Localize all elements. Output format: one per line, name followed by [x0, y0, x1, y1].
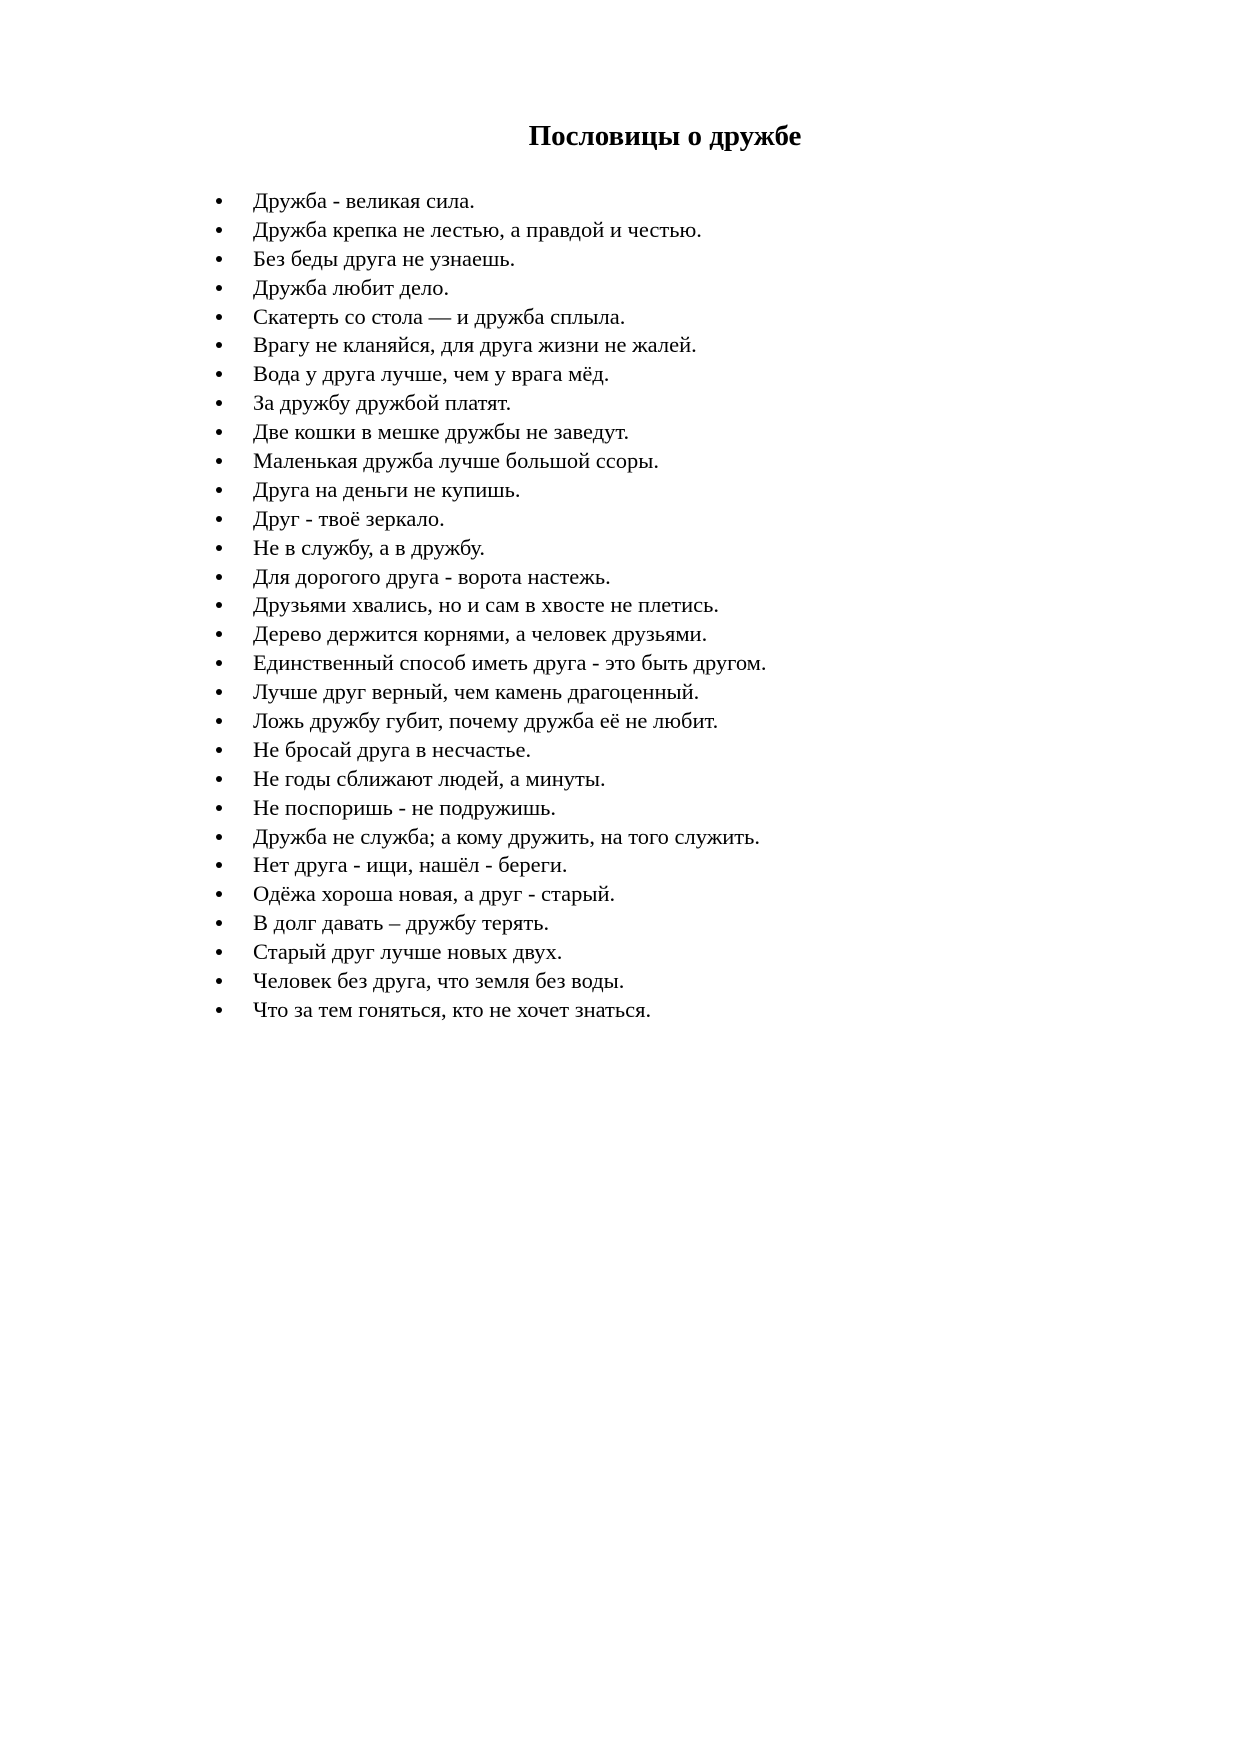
proverb-text: Не годы сближают людей, а минуты.: [253, 765, 606, 791]
bullet-icon: [216, 718, 222, 724]
bullet-icon: [216, 487, 222, 493]
proverb-text: Скатерть со стола — и дружба сплыла.: [253, 303, 626, 329]
bullet-icon: [216, 660, 222, 666]
proverb-text: Друга на деньги не купишь.: [253, 476, 521, 502]
bullet-icon: [216, 574, 222, 580]
proverb-text: В долг давать – дружбу терять.: [253, 910, 550, 936]
proverb-text: Без беды друга не узнаешь.: [253, 245, 516, 271]
proverb-text: Дружба - великая сила.: [253, 188, 475, 213]
bullet-icon: [216, 227, 222, 233]
bullet-icon: [216, 314, 222, 320]
proverb-text: Не в службу, а в дружбу.: [253, 534, 486, 560]
proverb-text: Две кошки в мешке дружбы не заведут.: [253, 419, 630, 445]
bullet-icon: [216, 776, 222, 782]
bullet-icon: [216, 978, 222, 984]
bullet-icon: [216, 516, 222, 522]
proverb-text: Одёжа хороша новая, а друг - старый.: [253, 881, 616, 907]
bullet-icon: [216, 400, 222, 406]
proverb-text: Врагу не кланяйся, для друга жизни не жалей.: [253, 332, 697, 358]
bullet-icon: [216, 371, 222, 377]
proverb-text: Дружба любит дело.: [253, 274, 450, 300]
bullet-icon: [216, 256, 222, 262]
bullet-icon: [216, 545, 222, 551]
bullet-icon: [216, 429, 222, 435]
bullet-icon: [216, 891, 222, 897]
bullet-icon: [216, 949, 222, 955]
page-title: Пословицы о дружбе: [528, 120, 802, 152]
proverb-text: Для дорогого друга - ворота настежь.: [253, 563, 611, 589]
bullet-icon: [216, 805, 222, 811]
proverb-text: Не поспоришь - не подружишь.: [253, 794, 557, 820]
proverb-text: Дружба не служба; а кому дружить, на того служить.: [253, 823, 761, 849]
proverb-text: Что за тем гоняться, кто не хочет знаться.: [253, 996, 652, 1022]
proverb-text: Не бросай друга в несчастье.: [253, 736, 532, 762]
proverb-text: Нет друга - ищи, нашёл - береги.: [253, 852, 568, 878]
bullet-icon: [216, 1007, 222, 1013]
proverb-text: Маленькая дружба лучше большой ссоры.: [253, 448, 659, 474]
proverb-text: Ложь дружбу губит, почему дружба её не любит.: [253, 708, 719, 734]
proverb-text: Старый друг лучше новых двух.: [253, 939, 563, 965]
proverb-text: Лучше друг верный, чем камень драгоценный.: [253, 679, 700, 705]
bullet-icon: [216, 689, 222, 695]
bullet-icon: [216, 862, 222, 868]
proverb-text: За дружбу дружбой платят.: [253, 390, 512, 416]
bullet-icon: [216, 602, 222, 608]
bullet-icon: [216, 458, 222, 464]
proverb-text: Единственный способ иметь друга - это быть другом.: [253, 650, 767, 676]
proverb-text: Друг - твоё зеркало.: [253, 505, 445, 531]
bullet-icon: [216, 747, 222, 753]
proverb-text: Вода у друга лучше, чем у врага мёд.: [253, 361, 610, 387]
bullet-icon: [216, 920, 222, 926]
bullet-icon: [216, 834, 222, 840]
bullet-icon: [216, 631, 222, 637]
proverb-text: Дружба крепка не лестью, а правдой и честью.: [253, 216, 702, 242]
proverb-text: Человек без друга, что земля без воды.: [253, 968, 625, 994]
bullet-icon: [216, 198, 222, 204]
bullet-icon: [216, 342, 222, 348]
bullet-icon: [216, 285, 222, 291]
proverb-text: Дерево держится корнями, а человек друзьями.: [253, 621, 708, 647]
proverb-text: Друзьями хвались, но и сам в хвосте не плетись.: [253, 592, 720, 618]
